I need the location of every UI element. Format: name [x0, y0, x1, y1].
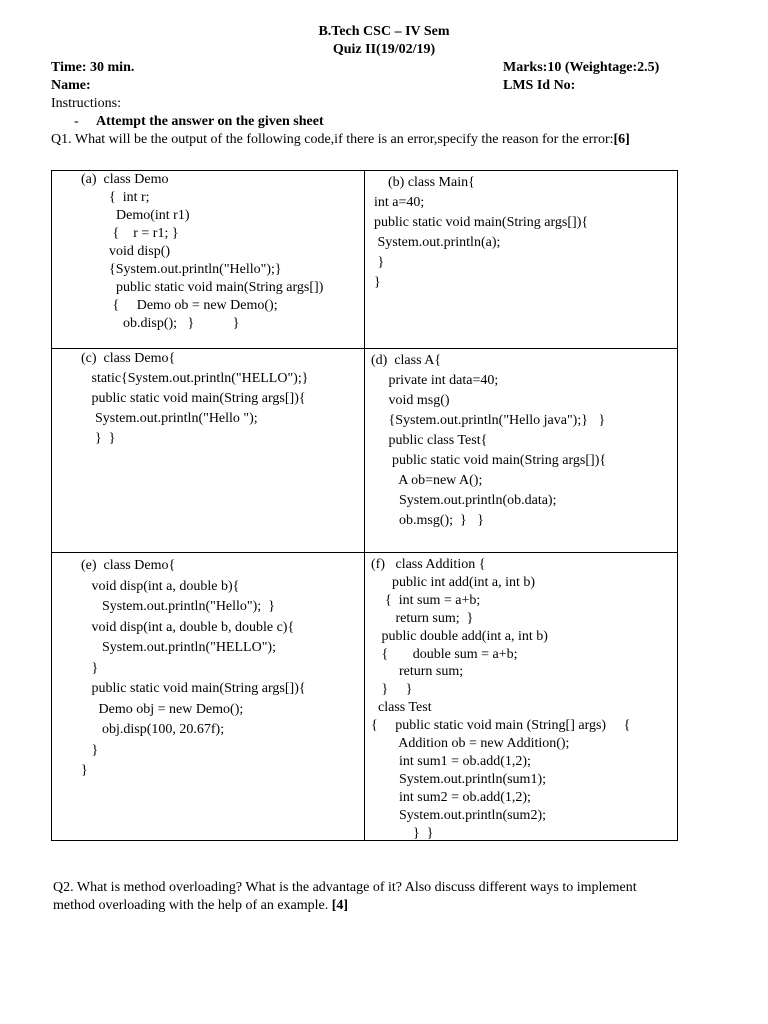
- code-line: obj.disp(100, 20.67f);: [81, 722, 225, 737]
- code-line: void disp(int a, double b, double c){: [81, 619, 295, 635]
- code-line: public static void main(String args[]){: [371, 453, 607, 468]
- q2-marks: [4]: [331, 898, 349, 913]
- code-line: System.out.println(sum1);: [371, 771, 546, 787]
- cell-b: [365, 171, 678, 349]
- code-line: return sum;: [371, 664, 464, 680]
- code-line: public class Test{: [371, 433, 488, 448]
- cell-a: [52, 171, 365, 349]
- code-line: private int data=40;: [371, 373, 499, 388]
- code-line: int sum2 = ob.add(1,2);: [371, 789, 531, 805]
- instruction-item: Attempt the answer on the given sheet: [96, 114, 324, 129]
- code-line: public static void main(String args[]){: [81, 391, 306, 406]
- course-title: B.Tech CSC – IV Sem: [318, 24, 450, 39]
- code-line: System.out.println("HELLO");: [81, 640, 276, 655]
- time-label: Time: 30 min.: [51, 60, 135, 75]
- code-b: [374, 173, 677, 293]
- code-line: System.out.println("Hello ");: [81, 411, 258, 426]
- code-line: return sum; }: [371, 610, 474, 626]
- quiz-title: Quiz II(19/02/19): [332, 42, 436, 57]
- code-line: System.out.println(sum2);: [371, 807, 546, 823]
- code-line: A ob=new A();: [371, 473, 483, 488]
- cell-c: [52, 349, 365, 553]
- instruction-bullet: -: [74, 114, 79, 129]
- code-line: public double add(int a, int b): [371, 628, 548, 644]
- code-line: void disp(): [81, 244, 171, 259]
- q1-marks: [6]: [613, 132, 630, 147]
- lms-label: LMS Id No:: [503, 78, 576, 93]
- code-line: { int sum = a+b;: [371, 592, 481, 608]
- code-line: Demo obj = new Demo();: [81, 701, 244, 717]
- code-line: (e) class Demo{: [81, 558, 176, 573]
- code-line: }: [374, 255, 385, 270]
- code-line: public static void main(String args[]){: [81, 681, 306, 696]
- code-line: {System.out.println("Hello java");} }: [371, 413, 606, 428]
- code-line: public int add(int a, int b): [371, 574, 536, 590]
- code-line: Addition ob = new Addition();: [371, 736, 570, 752]
- code-line: } }: [371, 825, 434, 841]
- cell-d: [365, 349, 678, 553]
- code-f: [371, 556, 677, 843]
- code-line: int sum1 = ob.add(1,2);: [371, 753, 531, 769]
- name-label: Name:: [51, 78, 91, 93]
- cell-f: [365, 553, 678, 841]
- code-line: void msg(): [371, 393, 450, 408]
- code-line: (c) class Demo{: [81, 351, 176, 366]
- code-line: ob.disp(); } }: [81, 316, 240, 331]
- q1-prompt-text: Q1. What will be the output of the following code,if there is an error,specify the reason for the error:: [51, 132, 614, 147]
- code-line: System.out.println(a);: [374, 235, 501, 250]
- code-line: public static void main(String args[]): [81, 280, 324, 295]
- cell-e: [52, 553, 365, 841]
- code-line: (f) class Addition {: [371, 557, 486, 572]
- code-line: Demo(int r1): [81, 208, 190, 223]
- code-c: [81, 349, 364, 449]
- code-line: int a=40;: [374, 195, 425, 210]
- code-line: { double sum = a+b;: [371, 646, 518, 662]
- code-line: ob.msg(); } }: [371, 513, 484, 528]
- code-line: }: [81, 742, 99, 758]
- code-line: (b) class Main{: [374, 175, 475, 190]
- code-line: {System.out.println("Hello");}: [81, 262, 282, 277]
- q2-line2-text: method overloading with the help of an example.: [53, 898, 332, 913]
- code-a: [81, 171, 364, 333]
- q2-line1: Q2. What is method overloading? What is the advantage of it? Also discuss different ways to implement: [53, 880, 637, 895]
- code-line: (d) class A{: [371, 353, 442, 368]
- code-line: } }: [81, 431, 116, 446]
- code-line: }: [81, 660, 99, 676]
- marks-label: Marks:10 (Weightage:2.5): [503, 60, 660, 75]
- code-line: System.out.println(ob.data);: [371, 493, 557, 508]
- instructions-label: Instructions:: [51, 96, 121, 111]
- code-line: static{System.out.println("HELLO");}: [81, 371, 309, 386]
- q1-code-table: [51, 170, 678, 841]
- code-line: } }: [371, 682, 413, 698]
- code-line: { Demo ob = new Demo();: [81, 298, 278, 313]
- code-line: public static void main(String args[]){: [374, 215, 589, 230]
- code-line: { int r;: [81, 190, 150, 205]
- code-line: { r = r1; }: [81, 226, 179, 241]
- code-d: [371, 351, 677, 531]
- code-e: [81, 556, 364, 782]
- code-line: { public static void main (String[] args) {: [371, 718, 631, 734]
- code-line: (a) class Demo: [81, 172, 169, 187]
- code-line: System.out.println("Hello"); }: [81, 599, 275, 614]
- code-line: void disp(int a, double b){: [81, 578, 240, 594]
- code-line: }: [81, 763, 88, 778]
- q1-prompt: [51, 131, 630, 149]
- q2-line2: [53, 897, 348, 915]
- code-line: }: [374, 275, 381, 290]
- code-line: class Test: [371, 700, 432, 716]
